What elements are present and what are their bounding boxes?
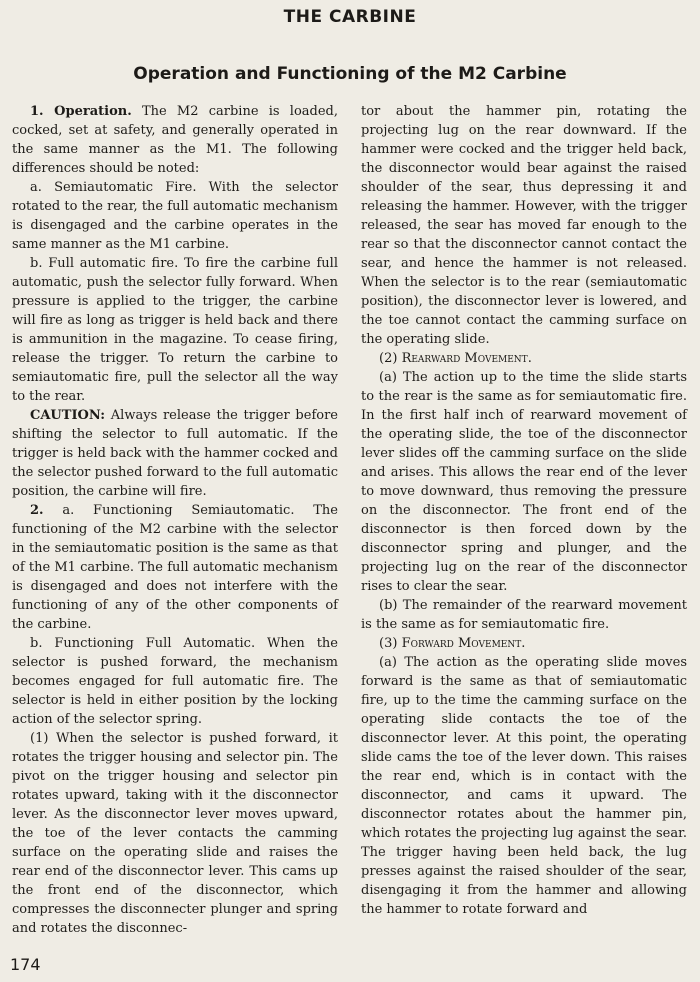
heading-operation: 1. Operation. xyxy=(30,104,132,119)
page-number: 174 xyxy=(10,955,41,974)
heading-functioning: 2. xyxy=(30,503,44,518)
subheading-number: (2) xyxy=(379,351,398,366)
subheading-number: (3) xyxy=(379,636,398,651)
paragraph-text: a. Functioning Semiautomatic. The functioning of the M2 carbine with the selector in the semiautomatic position is the same as that of the M1 carbine. The full automatic mechanism is disengaged and does not interfere with the functioning of any of the other components of the carbine. xyxy=(12,503,338,632)
subheading-rearward-movement xyxy=(361,349,687,368)
paragraph-functioning-semiautomatic xyxy=(12,501,338,634)
paragraph-disconnector-continued: tor about the hammer pin, rotating the projecting lug on the rear downward. If the hammer were cocked and the trigger held back, the disconnector would bear against the raised shoulder of the sear, thus depressing it and releasing the hammer. However, with the trigger released, the sear has moved far enough to the rear so that the disconnector cannot contact the sear, and hence the hammer is not released. When the selector is to the rear (semiautomatic position), the disconnector lever is lowered, and the toe cannot contact the camming surface on the operating slide. xyxy=(361,104,687,347)
paragraph-functioning-full-automatic: b. Functioning Full Automatic. When the selector is pushed forward, the mechanism becomes engaged for full automatic fire. The selector is held in either position by the locking action of the selector spring. xyxy=(12,636,338,727)
paragraph-caution xyxy=(12,406,338,501)
paragraph-operation xyxy=(12,102,338,178)
paragraph-forward-a: (a) The action as the operating slide moves forward is the same as that of semiautomatic fire, up to the time the camming surface on the operating slide contacts the toe of the disconnector lever. At this point, the operating slide cams the toe of the lever down. This raises the rear end, which is in contact with the disconnector, and cams it upward. The disconnector rotates about the hammer pin, which rotates the projecting lug against the sear. The trigger having been held back, the lug presses against the raised shoulder of the sear, disengaging it from the hammer and allowing the hammer to rotate forward and xyxy=(361,655,687,917)
paragraph-text: The M2 carbine is loaded, cocked, set at safety, and generally operated in the same manner as the M1. The following differences should be noted: xyxy=(12,104,338,176)
paragraph-rearward-a: (a) The action up to the time the slide starts to the rear is the same as for semiautomatic fire. In the first half inch of rearward movement of the operating slide, the toe of the disconnector lever slides off the camming surface on the slide and arises. This allows the rear end of the lever to move downward, thus removing the pressure on the disconnector. The front end of the disconnector is then forced down by the disconnector spring and plunger, and the projecting lug on the rear of the disconnector rises to clear the sear. xyxy=(361,370,687,594)
right-column xyxy=(361,102,687,919)
paragraph-selector-forward: (1) When the selector is pushed forward, it rotates the trigger housing and selector pin. The pivot on the trigger housing and selector pin rotates upward, taking with it the disconnector lever. As the disconnector lever moves upward, the toe of the lever contacts the camming surface on the operating slide and raises the rear end of the disconnector lever. This cams up the front end of the disconnector, which compresses the disconnecter plunger and spring and rotates the disconnec- xyxy=(12,731,338,936)
caution-label: CAUTION: xyxy=(30,408,106,423)
paragraph-semiautomatic-fire: a. Semiautomatic Fire. With the selector rotated to the rear, the full automatic mechanism is disengaged and the carbine operates in the same manner as the M1 carbine. xyxy=(12,180,338,252)
paragraph-full-automatic-fire: b. Full automatic fire. To fire the carbine full automatic, push the selector fully forward. When pressure is applied to the trigger, the carbine will fire as long as trigger is held back and there is ammunition in the magazine. To cease firing, release the trigger. To return the carbine to semiautomatic fire, pull the selector all the way to the rear. xyxy=(12,256,338,404)
running-head: THE CARBINE xyxy=(283,7,417,27)
section-title: Operation and Functioning of the M2 Carbine xyxy=(133,64,567,84)
left-column xyxy=(12,102,338,938)
subheading-forward-movement xyxy=(361,634,687,653)
subheading-label: Rearward Movement. xyxy=(401,351,532,366)
paragraph-text: Always release the trigger before shifting the selector to full automatic. If the trigger is held back with the hammer cocked and the selector pushed forward to the full automatic position, the carbine will fire. xyxy=(12,408,338,499)
paragraph-rearward-b: (b) The remainder of the rearward movement is the same as for semiautomatic fire. xyxy=(361,598,687,632)
subheading-label: Forward Movement. xyxy=(401,636,526,651)
